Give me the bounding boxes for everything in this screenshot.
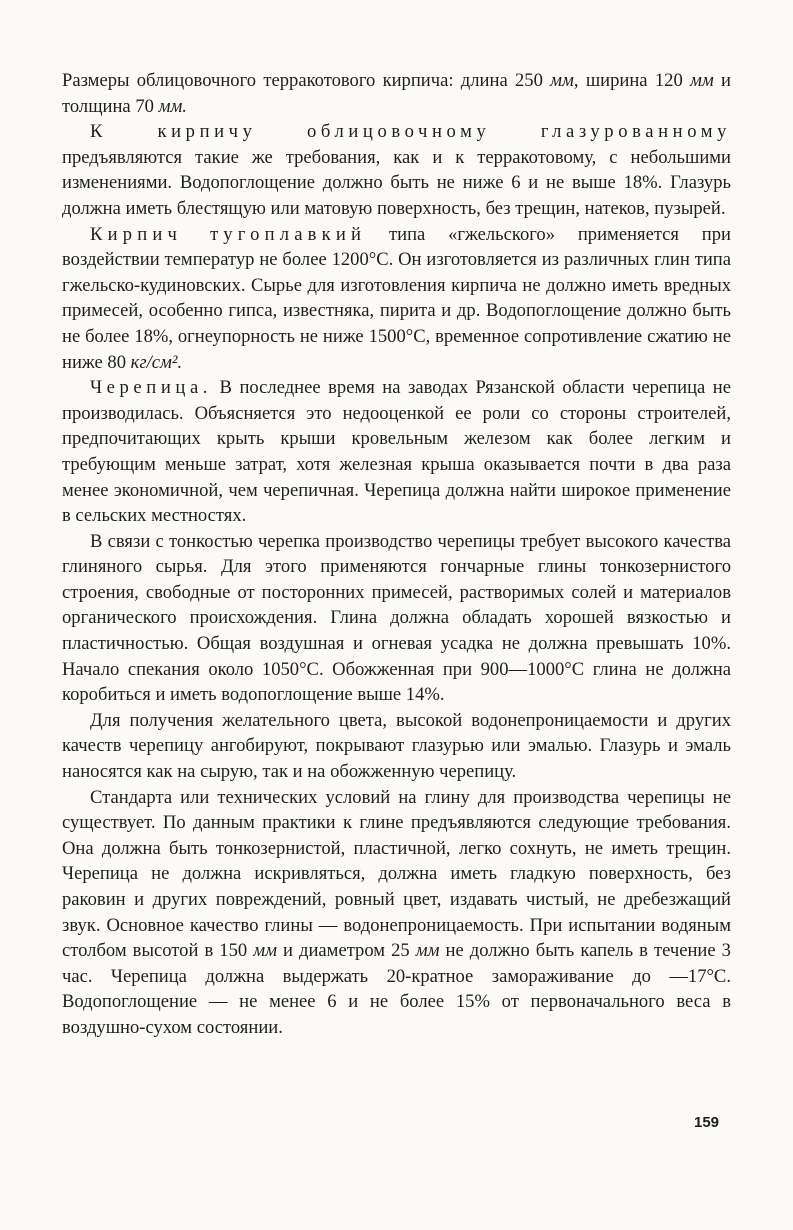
unit-mm: мм — [690, 70, 714, 91]
paragraph-brick-sizes: Размеры облицовочного терракотового кирпича: длина 250 мм, ширина 120 мм и толщина 70 мм. — [62, 70, 731, 117]
page-body — [62, 68, 731, 1041]
paragraph-roof-tile: Черепица. В последнее время на заводах Рязанской области черепица не производилась. Объясняется это недооценкой ее роли со стороны строителей, предпочитающих крыть крыши кровельным железом как более легким и требующим меньше затрат, хотя железная крыша оказывается почти в два раза менее экономичной, чем черепичная. Черепица должна найти широкое применение в сельских местностях. — [62, 377, 731, 527]
unit-mm: мм. — [158, 95, 187, 117]
unit-mm: мм, — [550, 70, 579, 91]
page-number: 159 — [694, 1114, 720, 1131]
paragraph-requirements: Стандарта или технических условий на глину для производства черепицы не существует. По данным практики к глине предъявляются следующие требования. Она должна быть тонкозернистой, пластичной, легко сохнуть, не иметь трещин. Черепица не должна искривляться, должна иметь гладкую поверхность, без раковин и других повреждений, ровный цвет, издавать чистый, не дребезжащий звук. Основное качество глины — водонепроницаемость. При испытании водяным столбом высотой в 150 мм и диаметром 25 мм не должно быть капель в течение 3 час. Черепица должна выдержать 20-кратное замораживание до —17°С. Водопоглощение — не менее 6 и не более 15% от первоначального веса в воздушно-сухом состоянии. — [62, 786, 731, 1038]
paragraph-refractory-brick: Кирпич тугоплавкий типа «гжельского» применяется при воздействии температур не более 1200°С. Он изготовляется из различных глин типа гжельско-кудиновских. Сырье для изготовления кирпича не должно иметь вредных примесей, особенно гипса, известняка, пирита и др. Водопоглощение должно быть не более 18%, огнеупорность не ниже 1500°С, временное сопротивление сжатию не ниже 80 кг/см². — [62, 223, 732, 373]
paragraph-engobe: Для получения желательного цвета, высокой водонепроницаемости и других качеств черепицу ангобируют, покрывают глазурью или эмалью. Глазурь и эмаль наносятся как на сырую, так и на обожженную черепицу. — [62, 709, 731, 783]
paragraph-glazed-brick: К кирпичу облицовочному глазурованному предъявляются такие же требования, как и к терракотовому, с небольшими изменениями. Водопоглощение должно быть не ниже 6 и не выше 18%. Глазурь должна иметь блестящую или матовую поверхность, без трещин, натеков, пузырей. — [62, 121, 731, 219]
spaced-heading-glazed-brick: К кирпичу облицовочному глазурованному — [90, 121, 731, 143]
unit-mm: мм — [415, 940, 440, 962]
spaced-heading-roof-tile: Черепица. — [90, 377, 213, 399]
unit-mm: мм — [253, 940, 277, 962]
spaced-heading-refractory-brick: Кирпич тугоплавкий — [90, 223, 367, 245]
unit-kg-cm2: кг/см². — [130, 351, 183, 373]
paragraph-raw-material: В связи с тонкостью черепка производство черепицы требует высокого качества глиняного сырья. Для этого применяются гончарные глины тонкозернистого строения, свободные от посторонних примесей, растворимых солей и материалов органического происхождения. Глина должна обладать хорошей вязкостью и пластичностью. Общая воздушная и огневая усадка не должна превышать 10%. Начало спекания около 1050°С. Обожженная при 900—1000°С глина не должна коробиться и иметь водопоглощение выше 14%. — [62, 530, 731, 706]
